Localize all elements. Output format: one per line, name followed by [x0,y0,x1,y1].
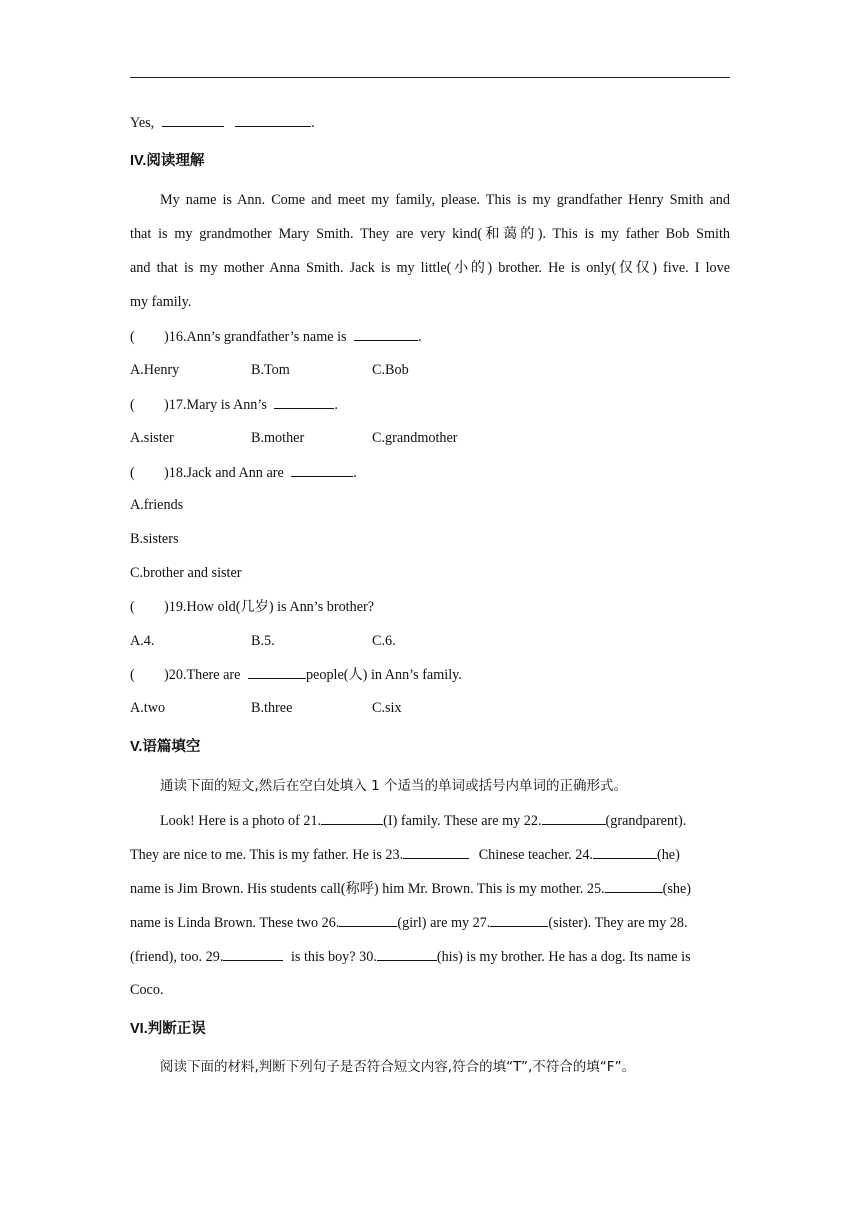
cloze-blank-29[interactable] [223,946,283,961]
question-end: . [334,397,338,413]
section-5-instruction: 通读下面的短文,然后在空白处填入 1 个适当的单词或括号内单词的正确形式。 [160,778,627,794]
cloze-text: is this boy? 30. [287,949,377,965]
prev-answer-prefix: Yes, [130,115,155,131]
question-stem-end: people(人) in Ann’s family. [305,667,462,683]
passage-line: and that is my mother Anna Smith. Jack is my little(小的) brother. He is only(仅仅) five. I love [130,260,730,276]
passage-line: My name is Ann. Come and meet my family, please. This is my grandfather Henry Smith and [160,192,730,208]
cloze-text: name is Jim Brown. His students call(称呼) him Mr. Brown. This is my mother. 25. [130,881,605,897]
option-c[interactable]: C.grandmother [372,430,458,446]
option-a[interactable]: A.sister [130,430,174,446]
cloze-line [130,878,730,899]
cloze-blank-30[interactable] [377,946,437,961]
question-20 [130,664,730,685]
answer-paren[interactable]: ( [130,397,135,413]
cloze-text: (grandparent). [605,813,687,829]
cloze-text: name is Linda Brown. These two 26. [130,915,340,931]
option-b[interactable]: B.5. [251,633,275,649]
answer-blank[interactable] [162,112,224,127]
answer-blank[interactable] [248,664,306,679]
header-rule [130,77,730,78]
cloze-text: (I) family. These are my 22. [383,813,542,829]
cloze-text: They are nice to me. This is my father. He is 23. [130,847,404,863]
options-19 [130,631,730,651]
cloze-text: Chinese teacher. 24. [475,847,593,863]
section-6-instruction: 阅读下面的材料,判断下列句子是否符合短文内容,符合的填“T”,不符合的填“F”。 [160,1059,636,1075]
section-6-title: VI.判断正误 [130,1021,206,1037]
cloze-blank-24[interactable] [593,844,657,859]
prev-answer-line [130,112,730,133]
option-a[interactable]: A.friends [130,497,184,513]
answer-paren[interactable]: ( [130,465,135,481]
option-b[interactable]: B.mother [251,430,305,446]
option-a[interactable]: A.two [130,700,166,716]
cloze-text: (girl) are my 27. [397,915,491,931]
option-b[interactable]: B.Tom [251,362,290,378]
options-20 [130,698,730,718]
passage-line: my family. [130,294,192,310]
question-stem: )19.How old(几岁) is Ann’s brother? [164,599,375,615]
cloze-blank-25[interactable] [605,878,663,893]
question-16 [130,326,730,347]
section-4-title: IV.阅读理解 [130,153,205,169]
options-17 [130,428,730,448]
option-b[interactable]: B.sisters [130,531,179,547]
question-19 [130,597,730,617]
answer-paren[interactable]: ( [130,667,135,683]
question-end: . [418,329,422,345]
answer-paren[interactable]: ( [130,599,135,615]
option-c[interactable]: C.brother and sister [130,565,242,581]
question-stem: )16.Ann’s grandfather’s name is [164,329,347,345]
cloze-text: Look! Here is a photo of 21. [160,813,322,829]
option-a[interactable]: A.4. [130,633,155,649]
cloze-line [130,946,730,967]
cloze-line [130,844,730,865]
cloze-blank-26[interactable] [339,912,397,927]
question-end: . [353,465,357,481]
passage-line: that is my grandmother Mary Smith. They are very kind(和蔼的). This is my father Bob Smith [130,226,730,242]
answer-blank[interactable] [354,326,418,341]
cloze-text: (she) [662,881,691,897]
prev-answer-suffix: . [311,115,315,131]
question-17 [130,394,730,415]
option-c[interactable]: C.Bob [372,362,409,378]
cloze-text: (sister). They are my 28. [548,915,688,931]
cloze-text: (friend), too. 29. [130,949,224,965]
answer-blank[interactable] [291,462,353,477]
answer-blank[interactable] [274,394,334,409]
cloze-blank-22[interactable] [542,810,606,825]
answer-blank[interactable] [235,112,311,127]
section-5-title: V.语篇填空 [130,739,201,755]
answer-paren[interactable]: ( [130,329,135,345]
question-stem: )20.There are [164,667,241,683]
option-b[interactable]: B.three [251,700,293,716]
cloze-line [130,810,730,831]
cloze-blank-27[interactable] [490,912,548,927]
options-16 [130,360,730,380]
cloze-text: (he) [656,847,680,863]
question-stem: )17.Mary is Ann’s [164,397,267,413]
option-c[interactable]: C.6. [372,633,396,649]
cloze-blank-21[interactable] [321,810,383,825]
cloze-line [130,912,730,933]
option-c[interactable]: C.six [372,700,402,716]
cloze-line: Coco. [130,982,164,998]
question-18 [130,462,730,483]
cloze-blank-23[interactable] [403,844,469,859]
option-a[interactable]: A.Henry [130,362,180,378]
question-stem: )18.Jack and Ann are [164,465,284,481]
cloze-text: (his) is my brother. He has a dog. Its name is [436,949,691,965]
